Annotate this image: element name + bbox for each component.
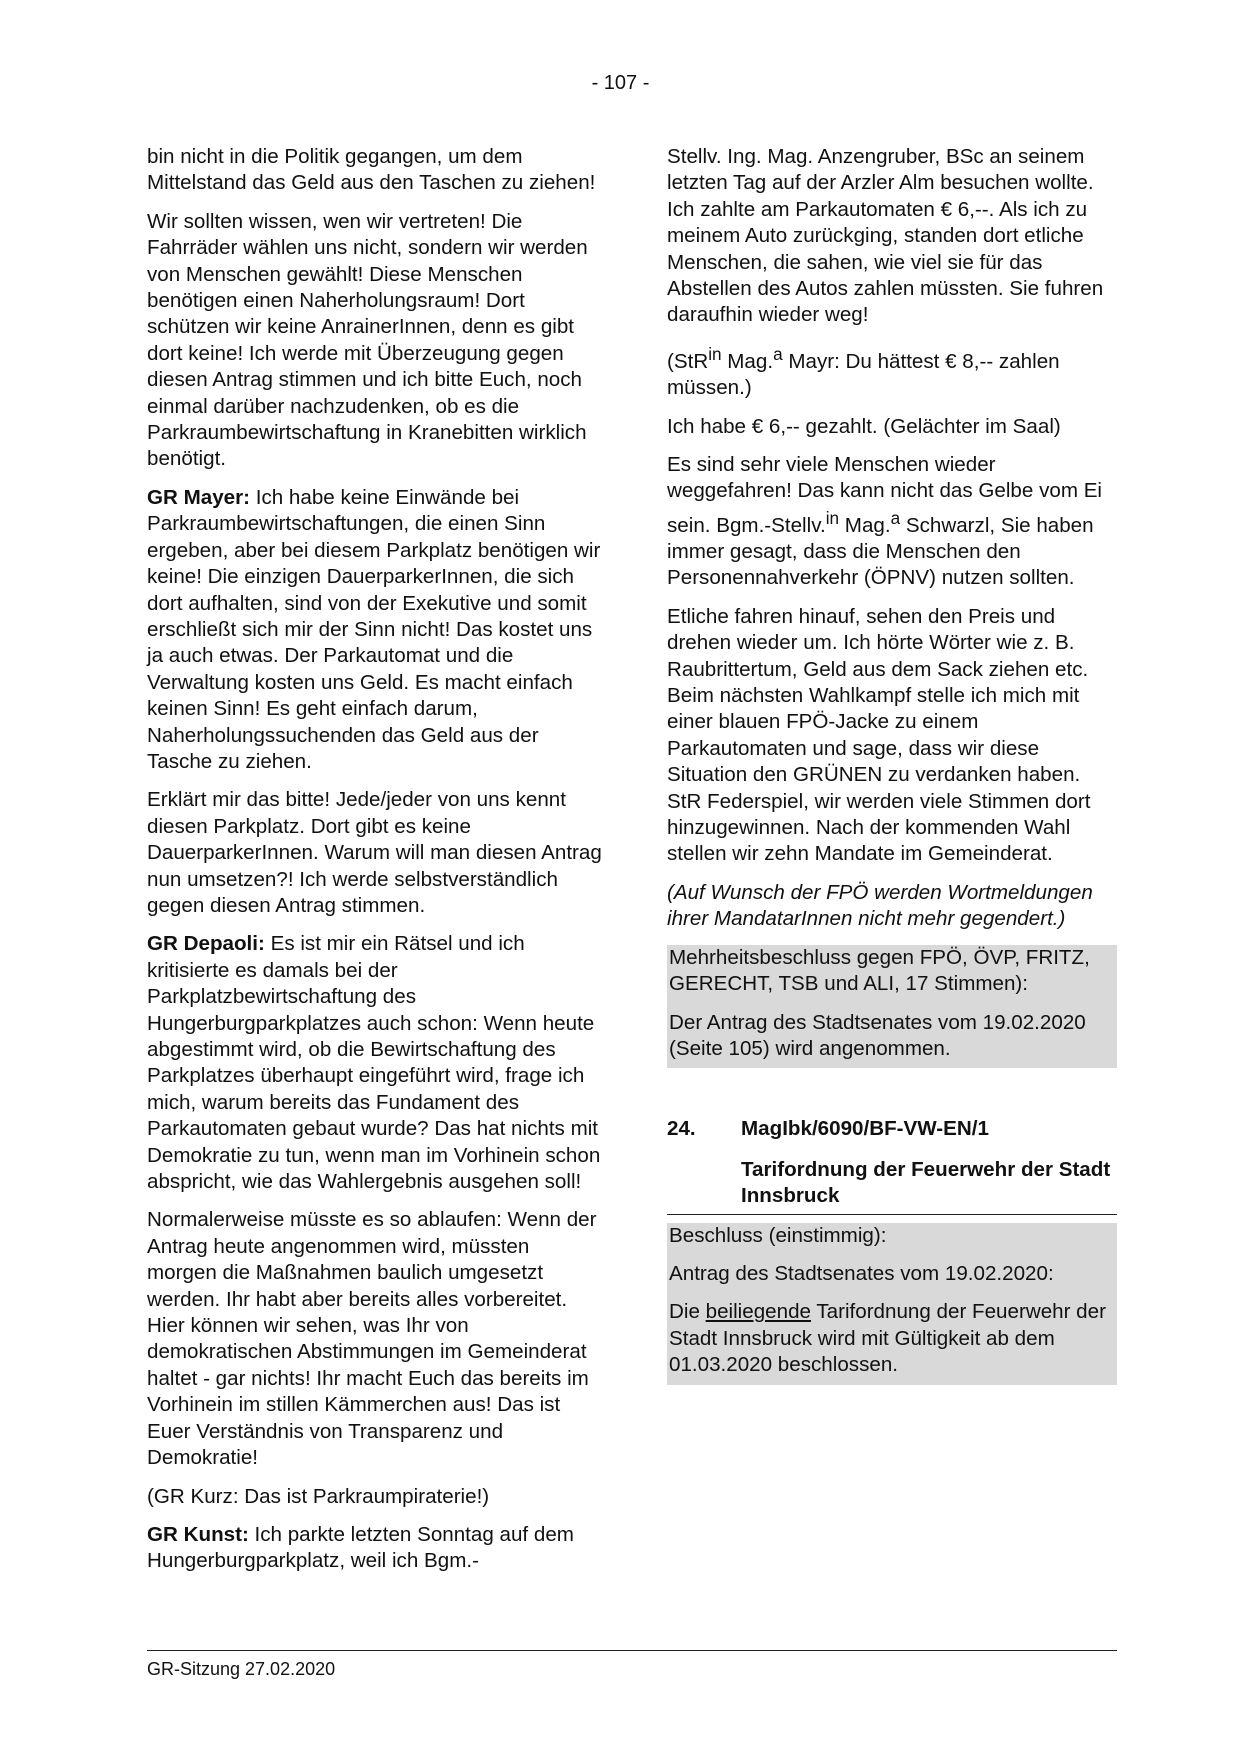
decision-vote: Beschluss (einstimmig): — [669, 1223, 887, 1247]
decision-motion: Antrag des Stadtsenates vom 19.02.2020: — [669, 1261, 1054, 1285]
footer-text: GR-Sitzung 27.02.2020 — [147, 1659, 336, 1679]
left-column — [147, 144, 602, 1587]
agenda-title: Tarifordnung der Feuerwehr der Stadt Innsbruck — [741, 1157, 1111, 1208]
footer-divider — [147, 1650, 1117, 1651]
paragraph: bin nicht in die Politik gegangen, um dem Mittelstand das Geld aus den Taschen zu ziehen! — [147, 145, 596, 195]
paragraph: Normalerweise müsste es so ablaufen: Wenn der Antrag heute angenommen wird, müssten morgen die Maßnahmen baulich umgesetzt werden. Ihr habt aber bereits alles vorbereitet. Hier können wir sehen, was Ihr von demokratischen Abstimmungen im Gemeinderat haltet - gar nichts! Ihr macht Euch das bereits im Vorhinein im stillen Kämmerchen aus! Das ist Euer Verständnis von Transparenz und Demokratie! — [147, 1208, 597, 1470]
agenda-number: 24. — [667, 1117, 696, 1141]
interjection: (StR$^{in}$ Mag.$^a$ Mayr: Du hättest € 8,-- zahlen müssen.) — [667, 343, 1060, 400]
paragraph: Erklärt mir das bitte! Jede/jeder von uns kennt diesen Parkplatz. Dort gibt es keine DauerparkerInnen. Warum will man diesen Antrag nun umsetzen?! Ich werde selbstverständlich gegen diesen Antrag stimmen. — [147, 788, 602, 917]
decision-text: Der Antrag des Stadtsenates vom 19.02.2020 (Seite 105) wird angenommen. — [669, 1010, 1086, 1060]
decision-box — [667, 1223, 1117, 1385]
attachment-link[interactable]: beiliegende — [705, 1300, 811, 1324]
agenda-code: MagIbk/6090/BF-VW-EN/1 — [741, 1117, 989, 1141]
paragraph: Etliche fahren hinauf, sehen den Preis und drehen wieder um. Ich hörte Wörter wie z. B. Raubrittertum, Geld aus dem Sack ziehen etc. Beim nächsten Wahlkampf stelle ich mich mit einer blauen FPÖ-Jacke zu einem Parkautomaten und sage, dass wir diese Situation den GRÜNEN zu verdanken haben. StR Federspiel, wir werden viele Stimmen dort hinzugewinnen. Nach der kommenden Wahl stellen wir zehn Mandate im Gemeinderat. — [667, 604, 1091, 866]
agenda-item — [667, 1116, 1117, 1213]
paragraph: Ich habe € 6,-- gezahlt. (Gelächter im Saal) — [667, 414, 1061, 438]
speech-text: Ich parkte letzten Sonntag auf dem Hungerburgparkplatz, weil ich Bgm.- — [147, 1522, 574, 1573]
speaker-name: GR Depaoli: — [147, 932, 265, 956]
right-column — [667, 144, 1117, 1385]
decision-box — [667, 945, 1117, 1069]
paragraph: Stellv. Ing. Mag. Anzengruber, BSc an seinem letzten Tag auf der Arzler Alm besuchen wollte. Ich zahlte am Parkautomaten € 6,--. Als ich zu meinem Auto zurückging, standen dort etliche Menschen, die sahen, wie viel sie für das Abstellen des Autos zahlen müssten. Sie fuhren daraufhin wieder weg! — [667, 145, 1104, 327]
speaker-name: GR Kunst: — [147, 1522, 249, 1546]
page-number: - 107 - — [591, 72, 650, 94]
speech-text: Es ist mir ein Rätsel und ich kritisierte es damals bei der Parkplatzbewirtschaftung des Hungerburgparkplatzes auch schon: Wenn heute abgestimmt wird, ob die Bewirtschaftung des Parkplatzes überhaupt eingeführt wird, frage ich mich, warum bereits das Fundament des Parkautomaten gebaut wurde? Das hat nichts mit Demokratie zu tun, wenn man im Vorhinein schon abspricht, wie das Wahlergebnis ausgehen soll! — [147, 932, 601, 1194]
decision-vote: Mehrheitsbeschluss gegen FPÖ, ÖVP, FRITZ, GERECHT, TSB und ALI, 17 Stimmen): — [669, 945, 1090, 996]
speech-mayer — [147, 485, 602, 775]
editorial-note: (Auf Wunsch der FPÖ werden Wortmeldungen ihrer MandatarInnen nicht mehr gegendert.) — [667, 880, 1093, 931]
paragraph: Es sind sehr viele Menschen wieder weggefahren! Das kann nicht das Gelbe vom Ei sein. Bgm.-Stellv.$^{in}$ Mag.$^a$ Schwarzl, Sie haben immer gesagt, dass die Menschen den Personennahverkehr (ÖPNV) nutzen sollten. — [667, 452, 1103, 590]
interjection: (GR Kurz: Das ist Parkraumpiraterie!) — [147, 1484, 490, 1508]
speaker-name: GR Mayer: — [147, 485, 250, 509]
decision-text: Die beiliegende Tarifordnung der Feuerwehr der Stadt Innsbruck wird mit Gültigkeit ab dem 01.03.2020 beschlossen. — [669, 1300, 1106, 1377]
paragraph: Wir sollten wissen, wen wir vertreten! Die Fahrräder wählen uns nicht, sondern wir werden von Menschen gewählt! Diese Menschen benötigen einen Naherholungsraum! Dort schützen wir keine AnrainerInnen, denn es gibt dort keine! Ich werde mit Überzeugung gegen diesen Antrag stimmen und ich bitte Euch, noch einmal darüber nachzudenken, ob es die Parkraumbewirtschaftung in Kranebitten wirklich benötigt. — [147, 209, 588, 471]
speech-kunst — [147, 1522, 602, 1575]
speech-depaoli — [147, 931, 602, 1195]
agenda-divider — [667, 1214, 1117, 1215]
speech-text: Ich habe keine Einwände bei Parkraumbewirtschaftungen, die einen Sinn ergeben, aber bei diesem Parkplatz benötigen wir keine! Die einzigen DauerparkerInnen, die sich dort aufhalten, sind von der Exekutive und somit erschließt sich mir der Sinn nicht! Das kostet uns ja auch etwas. Der Parkautomat und die Verwaltung kosten uns Geld. Es macht einfach keinen Sinn! Es geht einfach darum, Naherholungssuchenden das Geld aus der Tasche zu ziehen. — [147, 485, 601, 773]
